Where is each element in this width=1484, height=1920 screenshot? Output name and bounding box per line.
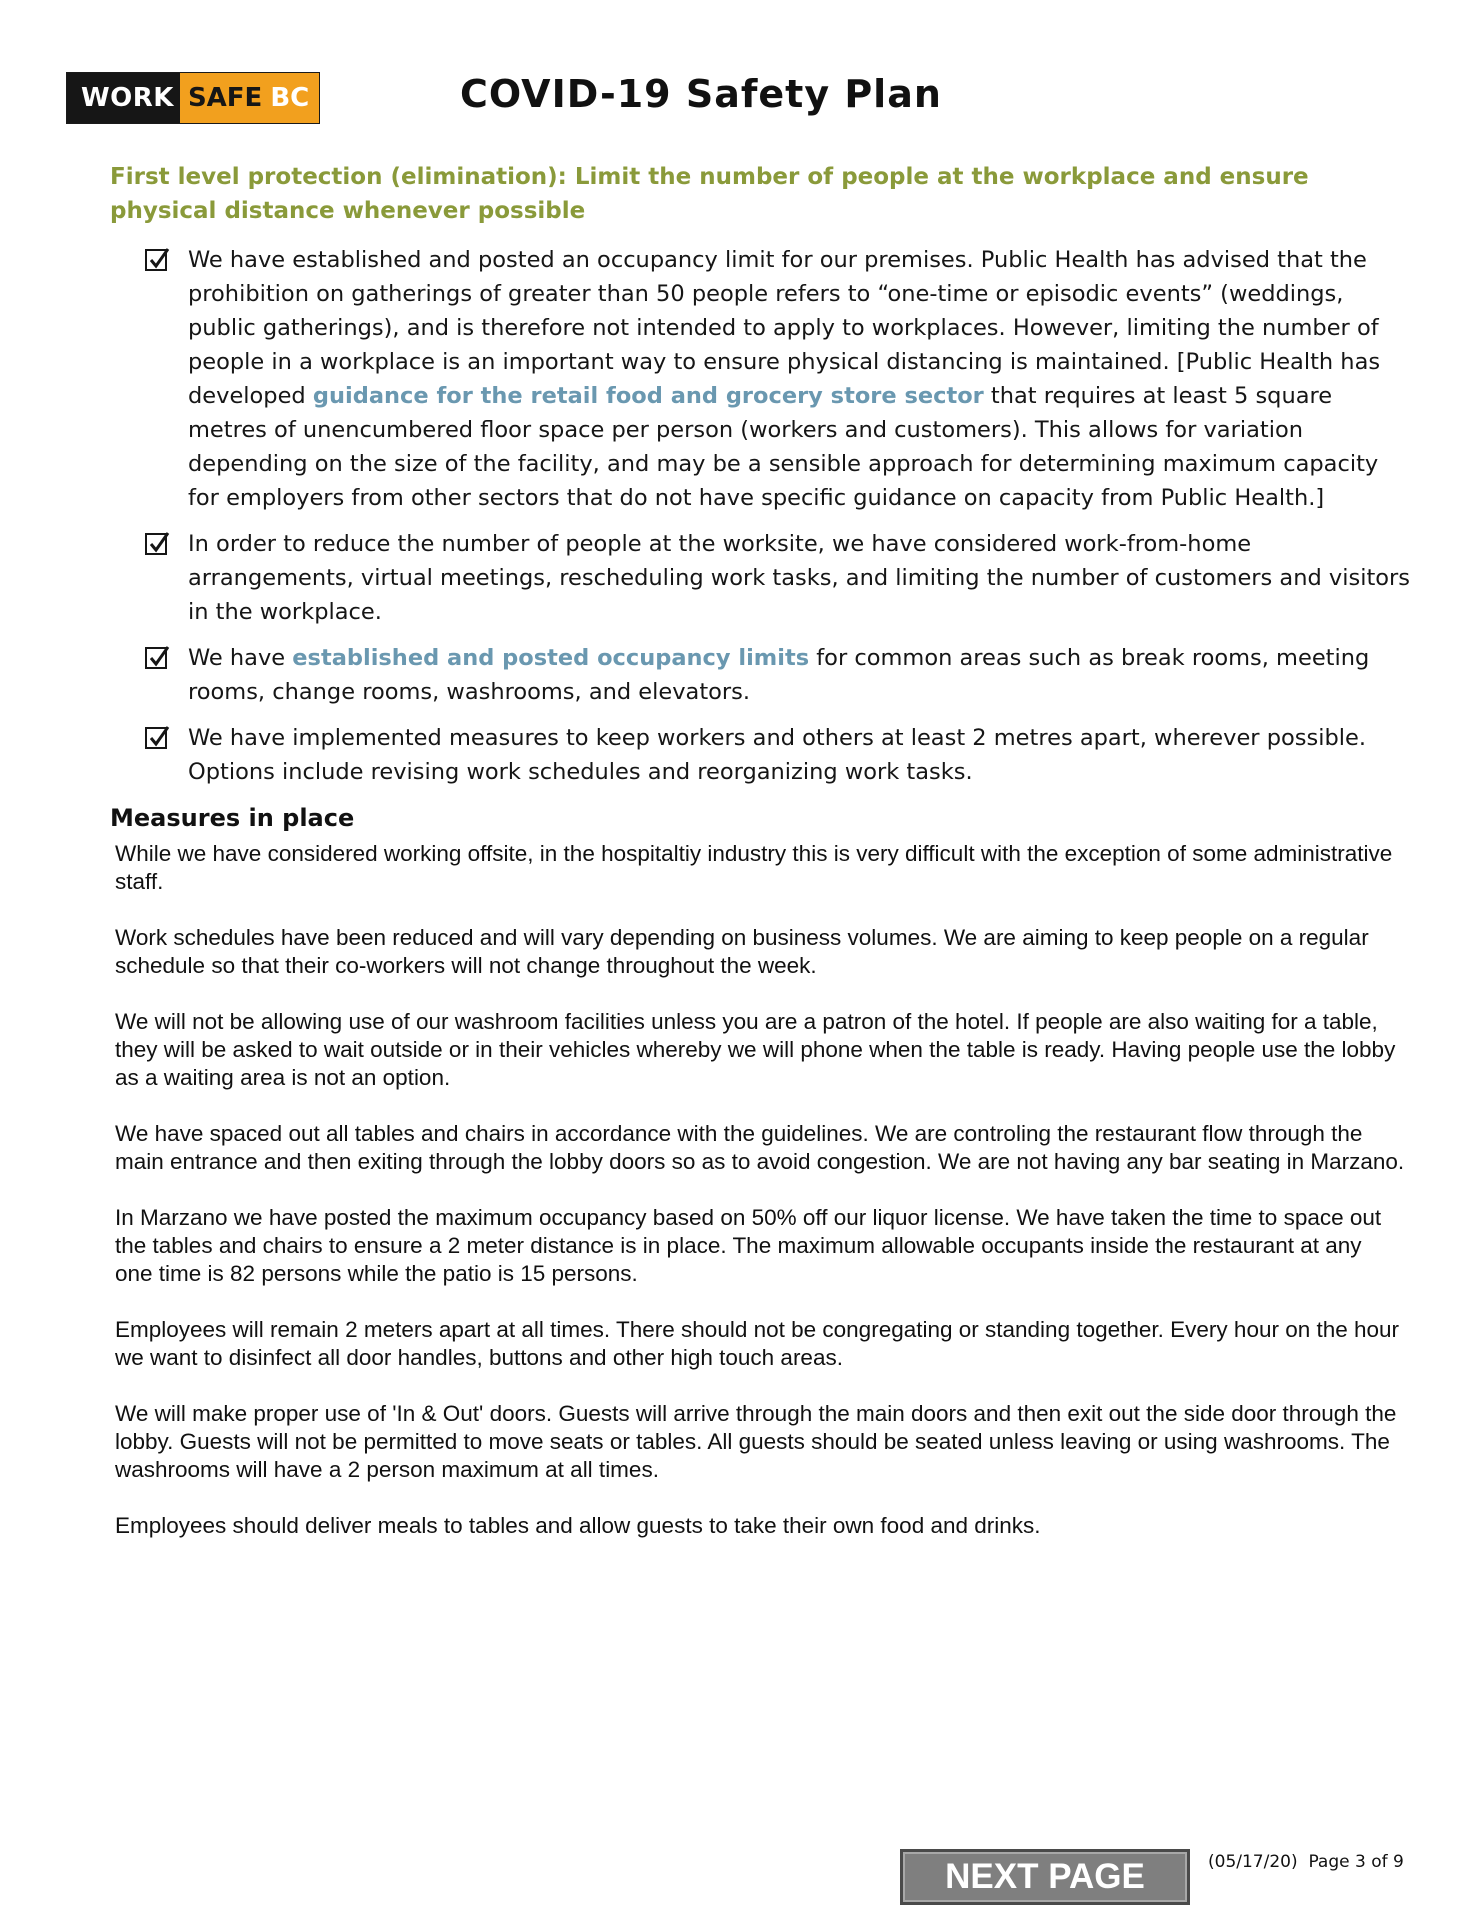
- footer-page-number: Page 3 of 9: [1308, 1852, 1404, 1872]
- measures-paragraph: Employees will remain 2 meters apart at all times. There should not be congregating or standing together. Every hour on the hour we want to disinfect all door handles, buttons and other high touch areas.: [115, 1317, 1400, 1370]
- logo-bc-text: BC: [268, 73, 319, 123]
- page-footer: [1208, 1852, 1404, 1872]
- next-page-button[interactable]: NEXT PAGE: [900, 1849, 1190, 1905]
- checklist: [145, 243, 1415, 801]
- checkbox-checked-icon[interactable]: [145, 249, 167, 271]
- worksafebc-logo: [66, 72, 320, 124]
- measures-text-field[interactable]: [115, 840, 1405, 1568]
- measures-paragraph: Employees should deliver meals to tables and allow guests to take their own food and drinks.: [115, 1513, 1041, 1538]
- checklist-item-text: We have established and posted an occupancy limit for our premises. Public Health has advised that the prohibition on gatherings of greater than 50 people refers to “one-time or episodic events” (weddings, public gatherings), and is therefore not intended to apply to workplaces. However, limiting the number of people in a workplace is an important way to ensure physical distancing is maintained. [Public Health has developed: [188, 247, 1381, 409]
- occupancy-limits-link[interactable]: established and posted occupancy limits: [292, 645, 810, 671]
- measures-paragraph: In Marzano we have posted the maximum occupancy based on 50% off our liquor license. We have taken the time to space out the tables and chairs to ensure a 2 meter distance is in place. The maximum allowable occupants inside the restaurant at any one time is 82 persons while the patio is 15 persons.: [115, 1205, 1382, 1286]
- page-title: COVID-19 Safety Plan: [460, 72, 942, 116]
- logo-work-text: WORK: [67, 73, 180, 123]
- measures-heading: Measures in place: [110, 804, 355, 832]
- checkbox-checked-icon[interactable]: [145, 647, 167, 669]
- measures-paragraph: Work schedules have been reduced and will vary depending on business volumes. We are aiming to keep people on a regular schedule so that their co-workers will not change throughout the week.: [115, 925, 1369, 978]
- measures-paragraph: We will make proper use of 'In & Out' doors. Guests will arrive through the main doors and then exit out the side door through the lobby. Guests will not be permitted to move seats or tables. All guests should be seated unless leaving or using washrooms. The washrooms will have a 2 person maximum at all times.: [115, 1401, 1397, 1482]
- checklist-item: [145, 243, 1415, 515]
- measures-paragraph: We will not be allowing use of our washroom facilities unless you are a patron of the hotel. If people are also waiting for a table, they will be asked to wait outside or in their vehicles whereby we will phone when the table is ready. Having people use the lobby as a waiting area is not an option.: [115, 1009, 1396, 1090]
- checklist-item-text: We have: [188, 645, 293, 671]
- footer-date: (05/17/20): [1208, 1852, 1298, 1872]
- checklist-item-text: that requires at least 5 square metres of unencumbered floor space per person (workers and customers). This allows for variation depending on the size of the facility, and may be a sensible approach for determining maximum capacity for employers from other sectors that do not have specific guidance on capacity from Public Health.]: [188, 383, 1379, 511]
- checklist-item-text: for common areas such as break rooms, meeting rooms, change rooms, washrooms, and elevators.: [188, 645, 1370, 705]
- checkbox-checked-icon[interactable]: [145, 727, 167, 749]
- checklist-item: [145, 721, 1415, 789]
- checklist-item-text: In order to reduce the number of people at the worksite, we have considered work-from-home arrangements, virtual meetings, rescheduling work tasks, and limiting the number of customers and visitors in the workplace.: [188, 531, 1411, 625]
- checklist-item-text: We have implemented measures to keep workers and others at least 2 metres apart, wherever possible. Options include revising work schedules and reorganizing work tasks.: [188, 725, 1366, 785]
- checkbox-checked-icon[interactable]: [145, 533, 167, 555]
- checklist-item: [145, 527, 1415, 629]
- section-heading: First level protection (elimination): Limit the number of people at the workplace and ensure physical distance whenever possible: [110, 164, 1309, 224]
- logo-safe-text: SAFE: [180, 73, 268, 123]
- checklist-item: [145, 641, 1415, 709]
- measures-paragraph: While we have considered working offsite, in the hospitaltiy industry this is very difficult with the exception of some administrative staff.: [115, 841, 1393, 894]
- retail-food-guidance-link[interactable]: guidance for the retail food and grocery store sector: [312, 383, 984, 409]
- measures-paragraph: We have spaced out all tables and chairs in accordance with the guidelines. We are controling the restaurant flow through the main entrance and then exiting through the lobby doors so as to avoid congestion. We are not having any bar seating in Marzano.: [115, 1121, 1405, 1174]
